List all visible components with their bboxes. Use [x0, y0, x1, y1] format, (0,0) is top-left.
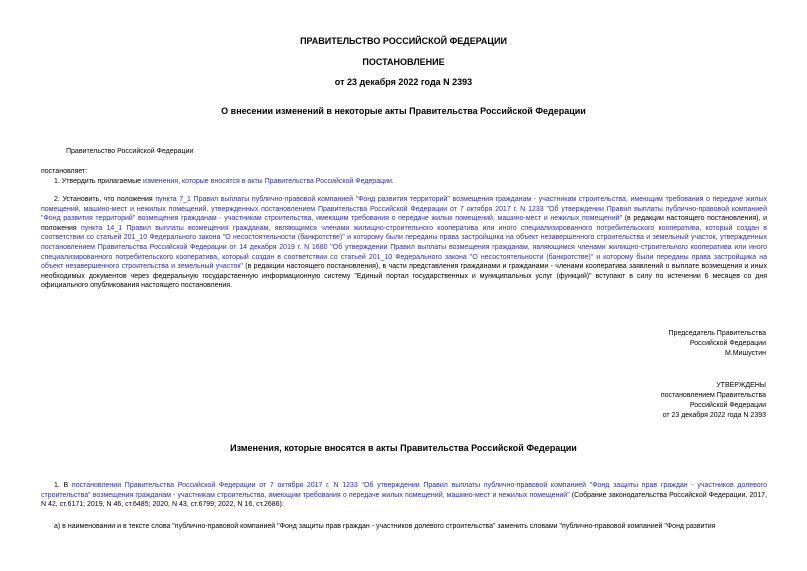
signature-line-1: Председатель Правительства: [668, 330, 766, 337]
document-title: О внесении изменений в некоторые акты Правительства Российской Федерации: [221, 106, 586, 116]
date-heading: от 23 декабря 2022 года N 2393: [334, 77, 473, 87]
approval-line-3: Российской Федерации: [689, 402, 766, 409]
item-2-link-2[interactable]: пункта 14_1 Правил выплаты возмещения гражданам, являющимся членами жилищно-строительного кооператива или иного специализированного потребительского кооператива, который создан в соответствии со статьей 201_10 Федерального закона "О несостоятельности (банкротстве)" и которому были переданы права застройщика на объект незавершенного строительства и земельный участок, утвержденных постановлением Правительства Российской Федерации от 14 декабря 2019 г. N 1680 "Об утверждении Правил выплаты возмещения гражданам, являющимся членами жилищно-строительного кооператива или иного специализированного потребительского кооператива, который создан в соответствии со статьей 201_10 Федерального закона "О несостоятельности (банкротстве)" и которому были переданы права застройщика на объект незавершенного строительства и земельный участок": [41, 224, 767, 271]
item-2-mid: (в редакции настоящего постановления), и положения: [41, 215, 767, 232]
signature-line-2: Российской Федерации: [689, 340, 766, 347]
intro-government: Правительство Российской Федерации: [66, 148, 194, 155]
signature-block: [669, 329, 766, 359]
item-1-prefix: 1. Утвердить прилагаемые: [54, 178, 143, 185]
change-1-prefix: 1. В: [54, 482, 72, 489]
intro-resolves: постановляет:: [41, 168, 88, 175]
change-1a: а) в наименовании и в тексте слова "публично-правовой компанией "Фонд защиты прав граждан - участников долевого строительства" заменить словами "публично-правовой компанией "Фонд развития: [54, 523, 716, 530]
item-1-suffix: .: [391, 178, 394, 185]
item-1-link[interactable]: изменения, которые вносятся в акты Правительства Российской Федерации: [142, 178, 392, 185]
change-1-suffix: (Собрание законодательства Российской Федерации, 2017, N 42, ст.6171; 2019, N 46, ст.6485; 2020, N 43, ст.6799; 2022, N 16, ст.2686):: [41, 491, 767, 509]
changes-title: Изменения, которые вносятся в акты Правительства Российской Федерации: [230, 443, 577, 453]
item-2: [41, 195, 767, 291]
org-heading: ПРАВИТЕЛЬСТВО РОССИЙСКОЙ ФЕДЕРАЦИИ: [300, 36, 507, 46]
approval-line-1: УТВЕРЖДЕНЫ: [716, 382, 766, 389]
item-2-suffix: (в редакции настоящего постановления), в части представления гражданами и гражданами - членами кооператива заявлений о выплате возмещения и иных необходимых документов через федеральную государственную информационную систему "Единый портал государственных и муниципальных услуг (функций)" вступают в силу по истечении 6 месяцев со дня официального опубликования настоящего постановления.: [41, 263, 767, 290]
approval-line-2: постановлением Правительства: [660, 392, 766, 399]
item-2-link-1[interactable]: пункта 7_1 Правил выплаты публично-правовой компанией "Фонд развития территорий" возмещения гражданам - участникам строительства, имеющим требования о передаче жилых помещений, машино-мест и нежилых помещений, утвержденных постановлением Правительства Российской Федерации от 7 октября 2017 г. N 1233 "Об утверждении Правил выплаты публично-правовой компанией "Фонд развития территорий" возмещения гражданам - участникам строительства, имеющим требования о передаче жилых помещений, машино-мест и нежилых помещений": [41, 196, 768, 223]
change-1-link[interactable]: постановлении Правительства Российской Федерации от 7 октября 2017 г. N 1233 "Об утверждении Правил выплаты публично-правовой компанией "Фонд защиты прав граждан - участников долевого строительства" возмещения гражданам - участникам строительства, имеющим требования о передаче жилых помещений, машино-мест и нежилых помещений": [41, 482, 767, 499]
item-2-prefix: 2. Установить, что положения: [54, 196, 156, 203]
approval-block: [661, 381, 766, 421]
doc-type-heading: ПОСТАНОВЛЕНИЕ: [362, 57, 445, 67]
signature-line-3: М.Мишустин: [724, 350, 766, 357]
change-1: [41, 481, 767, 510]
item-1: [54, 177, 766, 187]
approval-line-4: от 23 декабря 2022 года N 2393: [662, 412, 766, 419]
